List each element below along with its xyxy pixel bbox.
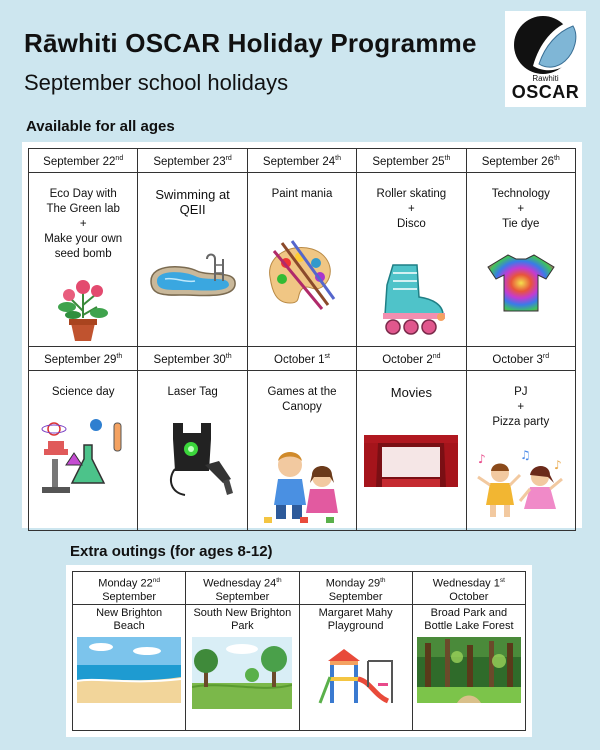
forest-icon: [417, 637, 521, 703]
outings-header-row: [73, 572, 526, 605]
outing-cell: [186, 604, 299, 730]
week1-header-row: [29, 149, 576, 173]
day-header: October 2nd: [357, 346, 466, 370]
kids-playing-icon: [260, 447, 344, 525]
activity-cell: [247, 370, 356, 530]
activity-text: Roller skating + Disco: [376, 187, 447, 230]
activity-cell: [29, 172, 138, 346]
outing-cell: [412, 604, 525, 730]
page-title: Rāwhiti OSCAR Holiday Programme: [24, 28, 477, 58]
outing-place: New Brighton Beach: [96, 606, 163, 632]
main-schedule: [22, 142, 582, 528]
science-lab-icon: [38, 415, 128, 499]
day-header: September 23rd: [138, 149, 247, 173]
activity-cell: [138, 370, 247, 530]
day-header: September 29th: [29, 346, 138, 370]
laser-tag-vest-icon: [151, 419, 235, 503]
activity-cell: [138, 172, 247, 346]
outing-cell: [73, 604, 186, 730]
playground-icon: [318, 647, 394, 707]
logo-small-text: Rawhiti: [532, 74, 559, 83]
section-label-extra-outings: Extra outings (for ages 8-12): [70, 543, 273, 560]
paint-palette-icon: [262, 233, 342, 313]
week1-activity-row: [29, 172, 576, 346]
svg-text:♪: ♪: [553, 457, 562, 472]
park-icon: [192, 637, 292, 709]
day-header: September 26th: [466, 149, 575, 173]
outing-cell: [299, 604, 412, 730]
svg-text:♪: ♪: [477, 451, 486, 466]
week2-activity-row: [29, 370, 576, 530]
outings-place-row: [73, 604, 526, 730]
outing-date: Wednesday 1st October: [412, 572, 525, 605]
svg-text:♫: ♫: [519, 448, 531, 462]
outing-date: Monday 29th September: [299, 572, 412, 605]
activity-text: Eco Day with The Green lab + Make your own seed bomb: [44, 187, 123, 260]
week2-header-row: [29, 346, 576, 370]
roller-skate-icon: [373, 261, 449, 337]
section-label-all-ages: Available for all ages: [26, 118, 175, 135]
logo-big-text: OSCAR: [511, 82, 580, 102]
outing-date: Monday 22nd September: [73, 572, 186, 605]
potted-flower-icon: [53, 273, 113, 343]
schedule-table: [28, 148, 576, 531]
activity-text: PJ + Pizza party: [492, 385, 550, 428]
day-header: September 24th: [247, 149, 356, 173]
dancing-kids-icon: [474, 449, 568, 521]
oscar-logo-icon: [509, 14, 583, 76]
activity-cell: [466, 172, 575, 346]
beach-icon: [77, 637, 181, 703]
outing-place: Broad Park and Bottle Lake Forest: [424, 606, 514, 632]
activity-text: Games at the Canopy: [267, 385, 337, 413]
outing-date: Wednesday 24th September: [186, 572, 299, 605]
activity-cell: [247, 172, 356, 346]
activity-cell: [357, 172, 466, 346]
activity-cell: [466, 370, 575, 530]
outings-table: [72, 571, 526, 731]
activity-text: Swimming at QEII: [155, 186, 230, 217]
tie-dye-shirt-icon: [486, 251, 556, 313]
day-header: October 3rd: [466, 346, 575, 370]
activity-text: Technology + Tie dye: [491, 187, 550, 230]
activity-text: Movies: [390, 384, 432, 400]
outing-place: Margaret Mahy Playground: [318, 606, 393, 632]
cinema-stage-icon: [364, 435, 458, 487]
activity-cell: [357, 370, 466, 530]
activity-text: Science day: [51, 385, 115, 398]
outing-place: South New Brighton Park: [193, 606, 292, 632]
day-header: October 1st: [247, 346, 356, 370]
oscar-logo: [505, 11, 586, 107]
day-header: September 22nd: [29, 149, 138, 173]
page-subtitle: September school holidays: [24, 70, 289, 95]
day-header: September 30th: [138, 346, 247, 370]
activity-cell: [29, 370, 138, 530]
extra-outings: [66, 565, 532, 737]
activity-text: Paint mania: [271, 187, 333, 200]
day-header: September 25th: [357, 149, 466, 173]
swimming-pool-icon: [145, 251, 241, 303]
activity-text: Laser Tag: [167, 385, 218, 398]
